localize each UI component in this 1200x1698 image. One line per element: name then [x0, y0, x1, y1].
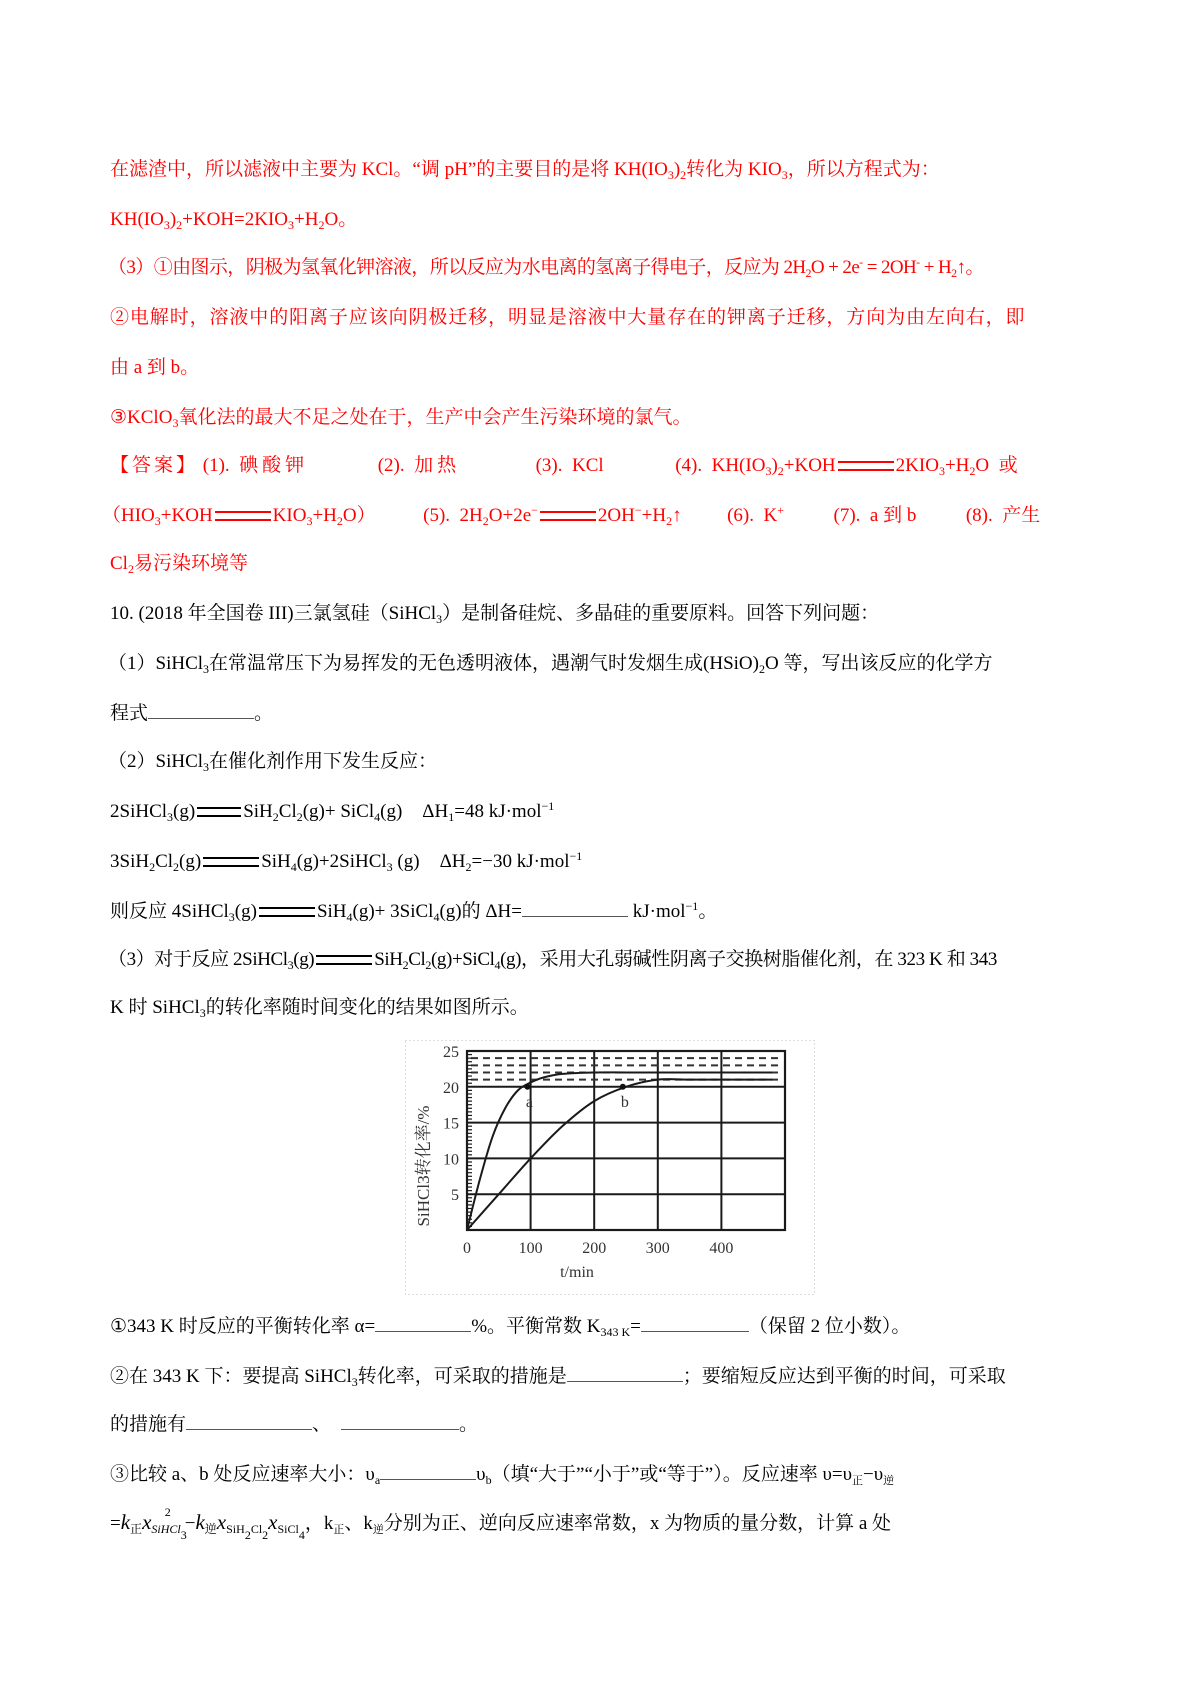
text: + H	[919, 257, 952, 278]
answer-blank[interactable]	[375, 1313, 471, 1332]
item-text: a 到 b	[869, 505, 917, 526]
text: 的措施有	[110, 1414, 187, 1435]
subscript: 3	[199, 1006, 206, 1020]
analysis-line-5: 由 a 到 b。	[110, 357, 200, 378]
superscript: 2	[164, 1505, 171, 1519]
text: 的转化率随时间变化的结果如图所示。	[205, 997, 529, 1018]
text: （1）SiHCl	[108, 653, 204, 674]
subscript: b	[485, 1473, 492, 1487]
text: )	[169, 209, 177, 230]
subscript: 3	[167, 810, 174, 824]
subscript: 3	[287, 958, 294, 972]
text: （3）①由图示，阴极为氢氧化钾溶液，所以反应为水电离的氢离子得电子，反应为 2H	[108, 257, 806, 278]
question-part-3	[108, 948, 997, 972]
mole-fraction: x	[268, 1510, 278, 1534]
text: (g)，采用大孔弱碱性阴离子交换树脂催化剂，在 323 K 和 343	[500, 949, 997, 970]
answer-item-2	[378, 454, 460, 478]
question-10-heading	[110, 602, 879, 626]
text: O 等，写出该反应的化学方	[764, 653, 993, 674]
equilibrium-sign	[316, 955, 372, 965]
answer-item-4-alt	[102, 504, 376, 528]
equilibrium-sign	[215, 511, 271, 521]
y-tick-label: 10	[443, 1151, 459, 1169]
text: +KOH	[160, 505, 213, 526]
text: KIO	[272, 505, 307, 526]
subscript: 2	[176, 218, 183, 232]
subscript: 2	[758, 662, 765, 676]
text: （填“大于”“小于”或“等于”）。反应速率 υ=υ	[491, 1464, 852, 1485]
text: SiH	[316, 901, 347, 922]
text: (g)	[293, 949, 315, 970]
text: (g)+ 3SiCl	[352, 901, 434, 922]
text: 2	[262, 1528, 269, 1542]
subquestion-1	[110, 1313, 910, 1339]
subscript: 3	[351, 1375, 358, 1389]
answer-item-6	[727, 504, 784, 528]
x-tick-labels	[463, 1240, 733, 1257]
analysis-line-1	[110, 158, 940, 182]
text: +KOH	[783, 455, 836, 476]
subscript: 2	[805, 266, 811, 280]
subscript: 正	[333, 1524, 345, 1536]
subscript: 3	[436, 612, 443, 626]
text: 3	[180, 1528, 187, 1542]
subscript: a	[374, 1473, 381, 1487]
answer-blank[interactable]	[567, 1363, 683, 1382]
reaction-2	[110, 850, 582, 874]
text: O）	[342, 505, 376, 526]
subscript: 2	[951, 266, 957, 280]
text: KH(IO	[110, 209, 164, 230]
text: （HIO	[102, 505, 155, 526]
text: (g)	[173, 801, 196, 822]
text: 程式	[110, 703, 149, 724]
analysis-line-4: ②电解时，溶液中的阳离子应该向阴极迁移，明显是溶液中大量存在的钾离子迁移，方向为由左向右，即	[110, 307, 1026, 328]
answer-line-2	[102, 504, 1040, 528]
text: 分别为正、逆向反应速率常数，x 为物质的量分数，计算 a 处	[383, 1513, 892, 1534]
y-axis-label: SiHCl3转化率/%	[414, 1105, 433, 1227]
x-tick-label: 200	[582, 1240, 607, 1257]
chart-points	[524, 1084, 628, 1111]
text: 2SiHCl	[110, 801, 168, 822]
chart-series	[467, 1072, 772, 1230]
subscript: 2	[127, 562, 134, 576]
text: ①343 K 时反应的平衡转化率 α=	[110, 1316, 376, 1337]
subscript: 2	[666, 514, 673, 528]
item-text: 加热	[414, 455, 461, 476]
text: 。	[254, 703, 274, 724]
subscript: 3	[938, 464, 945, 478]
text: SiH	[243, 801, 273, 822]
text: ③比较 a、b 处反应速率大小：υ	[110, 1464, 375, 1485]
subscript: 2	[318, 218, 325, 232]
subscript: 2	[336, 514, 343, 528]
answer-blank[interactable]	[341, 1411, 459, 1430]
point-b	[620, 1084, 626, 1090]
text: 4	[298, 1528, 305, 1542]
equilibrium-sign	[203, 857, 259, 867]
subscript: 2	[680, 168, 687, 182]
point-label-b: b	[620, 1093, 629, 1111]
text: +H	[312, 505, 337, 526]
item-number: (3).	[535, 455, 563, 476]
series-line-323k	[467, 1079, 772, 1230]
item-number: (7).	[833, 505, 861, 526]
item-text: KCl	[572, 455, 604, 476]
text: SiH	[261, 851, 291, 872]
text: (g)+ SiCl	[302, 801, 375, 822]
text: %。平衡常数 K	[471, 1316, 601, 1337]
subscript: 1	[448, 810, 455, 824]
subscript: 3	[306, 514, 313, 528]
point-a	[524, 1084, 530, 1090]
analysis-line-6	[110, 406, 691, 430]
text: )	[771, 455, 778, 476]
text: Cl	[408, 949, 426, 970]
text: ΔH	[422, 801, 449, 822]
subscript: 2	[482, 514, 489, 528]
subscript: 3	[386, 860, 393, 874]
equilibrium-sign	[540, 511, 596, 521]
text: 或	[998, 455, 1018, 476]
text: ；要缩短反应达到平衡的时间，可采取	[682, 1366, 1006, 1387]
x-tick-label: 100	[518, 1240, 543, 1257]
subscript	[151, 1522, 186, 1542]
text: SiH	[374, 949, 403, 970]
superscript: −1	[541, 799, 555, 813]
subscript	[226, 1522, 268, 1542]
question-part-1-cont	[110, 700, 273, 726]
text: KH(IO	[711, 455, 766, 476]
text: O+2e	[488, 505, 532, 526]
text: 、k	[344, 1513, 373, 1534]
text: 转化率，可采取的措施是	[357, 1366, 567, 1387]
text: K 时 SiHCl	[110, 997, 200, 1018]
answer-item-7	[834, 504, 917, 528]
text: ↑	[672, 505, 682, 526]
subscript: 4	[290, 860, 297, 874]
item-number: (8).	[965, 505, 993, 526]
text: υ	[476, 1464, 486, 1485]
text: ，k	[304, 1513, 334, 1534]
text: =	[110, 1513, 121, 1534]
plot-border	[467, 1051, 785, 1230]
text: 、	[312, 1414, 332, 1435]
item-text: 产生	[1002, 505, 1041, 526]
x-tick-label: 400	[709, 1240, 734, 1257]
text: 则反应 4SiHCl	[110, 901, 229, 922]
mole-fraction: x	[142, 1510, 152, 1534]
subscript: 2	[969, 464, 976, 478]
answer-blank[interactable]	[641, 1313, 749, 1332]
subscript: 逆	[204, 1522, 217, 1536]
equilibrium-sign	[197, 807, 241, 817]
subquestion-2-cont	[110, 1411, 478, 1437]
x-axis-label: t/min	[560, 1264, 594, 1281]
text: +H	[641, 505, 667, 526]
point-label-a: a	[525, 1093, 533, 1111]
text: −υ	[862, 1464, 884, 1485]
answer-label: 【答案】	[110, 455, 199, 476]
text: 在催化剂作用下发生反应：	[209, 751, 438, 772]
subscript: 2	[173, 860, 180, 874]
y-tick-label: 5	[451, 1187, 459, 1205]
subscript: 3	[667, 168, 674, 182]
text: 在常温常压下为易挥发的无色透明液体，遇潮气时发烟生成(HSiO)	[209, 653, 759, 674]
answer-item-8	[966, 504, 1040, 528]
text: Cl	[110, 553, 128, 574]
answer-item-1	[203, 454, 308, 478]
item-number: (6).	[727, 505, 754, 526]
text: 3SiH	[110, 851, 150, 872]
subscript: 逆	[372, 1524, 384, 1536]
text: ②在 343 K 下：要提高 SiHCl	[110, 1366, 352, 1387]
text: (g)	[392, 851, 420, 872]
answer-blank[interactable]	[522, 898, 628, 917]
conversion-chart	[405, 1040, 815, 1295]
text: （2）SiHCl	[108, 751, 204, 772]
item-text: 碘酸钾	[239, 455, 309, 476]
rate-constant: k	[120, 1510, 131, 1534]
superscript: -	[916, 255, 920, 269]
subscript: 2	[465, 860, 472, 874]
subscript: 2	[149, 860, 156, 874]
superscript: −1	[569, 849, 583, 863]
subscript: 3	[154, 514, 161, 528]
reaction-1	[110, 800, 554, 824]
text: +H	[294, 209, 319, 230]
text: +H	[944, 455, 970, 476]
text: −	[184, 1513, 196, 1534]
superscript: −1	[685, 899, 699, 913]
subscript: 正	[851, 1475, 863, 1487]
text: 2OH	[597, 505, 635, 526]
text: (g)	[234, 901, 257, 922]
text: (g)的 ΔH=	[439, 901, 522, 922]
text: 2	[244, 1528, 251, 1542]
text: 在滤渣中，所以滤液中主要为 KCl。“调 pH”的主要目的是将 KH(IO	[110, 159, 668, 180]
text: =−30 kJ·mol	[471, 851, 570, 872]
subscript: 3	[203, 662, 210, 676]
text: O + 2e	[810, 257, 860, 278]
subscript: 3	[781, 168, 788, 182]
superscript: -	[859, 255, 863, 269]
text: SiH	[226, 1522, 245, 1536]
reaction-3	[110, 898, 717, 924]
answer-blank[interactable]	[380, 1461, 476, 1480]
subquestion-2	[110, 1363, 1006, 1389]
y-tick-labels	[443, 1044, 459, 1204]
equilibrium-sign	[838, 461, 894, 471]
text: 氧化法的最大不足之处在于，生产中会产生污染环境的氯气。	[178, 407, 692, 428]
answer-blank[interactable]	[148, 700, 254, 719]
y-tick-label: 25	[443, 1044, 459, 1061]
text: SiCl	[277, 1522, 299, 1536]
text: (g)+2SiHCl	[296, 851, 387, 872]
text: 2H	[459, 505, 483, 526]
question-part-3-cont	[110, 996, 529, 1020]
text: (g)	[380, 801, 403, 822]
subscript: 逆	[883, 1475, 895, 1487]
text: kJ·mol	[628, 901, 686, 922]
item-number: (4).	[675, 455, 703, 476]
text: (g)+SiCl	[431, 949, 495, 970]
chart-grid	[467, 1051, 785, 1230]
text: O	[975, 455, 990, 476]
text: 2KIO	[895, 455, 939, 476]
item-number: (2).	[377, 455, 405, 476]
text: = 2OH	[862, 257, 917, 278]
y-tick-label: 20	[443, 1079, 459, 1097]
subscript: 4	[346, 910, 353, 924]
subscript: 2	[402, 958, 409, 972]
subscript: 3	[288, 218, 295, 232]
subscript: 4	[433, 910, 440, 924]
question-part-2	[108, 750, 437, 774]
text: +KOH=2KIO	[182, 209, 289, 230]
subscript: 3	[163, 218, 170, 232]
x-tick-label: 300	[645, 1240, 670, 1257]
answer-blank[interactable]	[186, 1411, 312, 1430]
text: =	[630, 1316, 641, 1337]
text: （3）对于反应 2SiHCl	[108, 949, 288, 970]
text: ③KClO	[110, 407, 173, 428]
y-tick-label: 15	[443, 1115, 459, 1133]
analysis-line-2	[110, 208, 357, 232]
question-part-1	[108, 652, 992, 676]
subscript	[277, 1522, 304, 1542]
item-number: (1).	[202, 455, 230, 476]
text: K	[763, 505, 778, 526]
chart-dashed-lines	[471, 1058, 783, 1079]
text: Cl	[278, 801, 297, 822]
text: ，所以方程式为：	[787, 159, 940, 180]
rate-expression	[110, 1505, 892, 1542]
text: (g)	[179, 851, 202, 872]
subscript: 2	[272, 810, 279, 824]
text: 10. (2018 年全国卷 III)三氯氢硅（SiHCl	[110, 603, 437, 624]
analysis-line-3	[108, 256, 984, 280]
subscript: 2	[296, 810, 303, 824]
subscript: 3	[172, 416, 179, 430]
subquestion-3	[110, 1461, 894, 1487]
subscript: 3	[228, 910, 235, 924]
item-number: (5).	[423, 505, 451, 526]
text: ΔH	[439, 851, 466, 872]
text: 。	[698, 901, 718, 922]
answer-item-4	[675, 454, 1017, 478]
subscript: 正	[130, 1522, 143, 1536]
text: 易污染环境等	[133, 553, 248, 574]
text: SiHCl	[151, 1522, 181, 1536]
text: O。	[324, 209, 358, 230]
subscript: 4	[374, 810, 381, 824]
subscript: 4	[494, 958, 501, 972]
text: =48 kJ·mol	[454, 801, 542, 822]
text: )	[673, 159, 681, 180]
equilibrium-sign	[259, 907, 315, 917]
x-tick-label: 0	[463, 1240, 471, 1257]
rate-constant: k	[195, 1510, 205, 1534]
text: （保留 2 位小数）。	[748, 1316, 911, 1337]
answer-item-5	[423, 504, 681, 528]
mole-fraction: x	[216, 1510, 227, 1534]
text: Cl	[155, 851, 174, 872]
answer-line-3	[110, 552, 248, 576]
text: ↑。	[956, 257, 984, 278]
superscript: −	[634, 503, 642, 517]
subscript: 343 K	[600, 1325, 631, 1339]
text: 转化为 KIO	[686, 159, 782, 180]
subscript: 2	[777, 464, 784, 478]
subscript: 3	[203, 760, 210, 774]
text: 。	[459, 1414, 479, 1435]
text: ）是制备硅烷、多晶硅的重要原料。回答下列问题：	[442, 603, 880, 624]
subscript: 3	[765, 464, 772, 478]
text: Cl	[250, 1522, 263, 1536]
subscript: 2	[425, 958, 431, 972]
answer-item-3	[536, 454, 604, 478]
series-line-343k	[467, 1072, 772, 1230]
answer-line-1	[110, 454, 1018, 478]
superscript: −	[531, 503, 538, 517]
superscript: +	[777, 503, 785, 517]
